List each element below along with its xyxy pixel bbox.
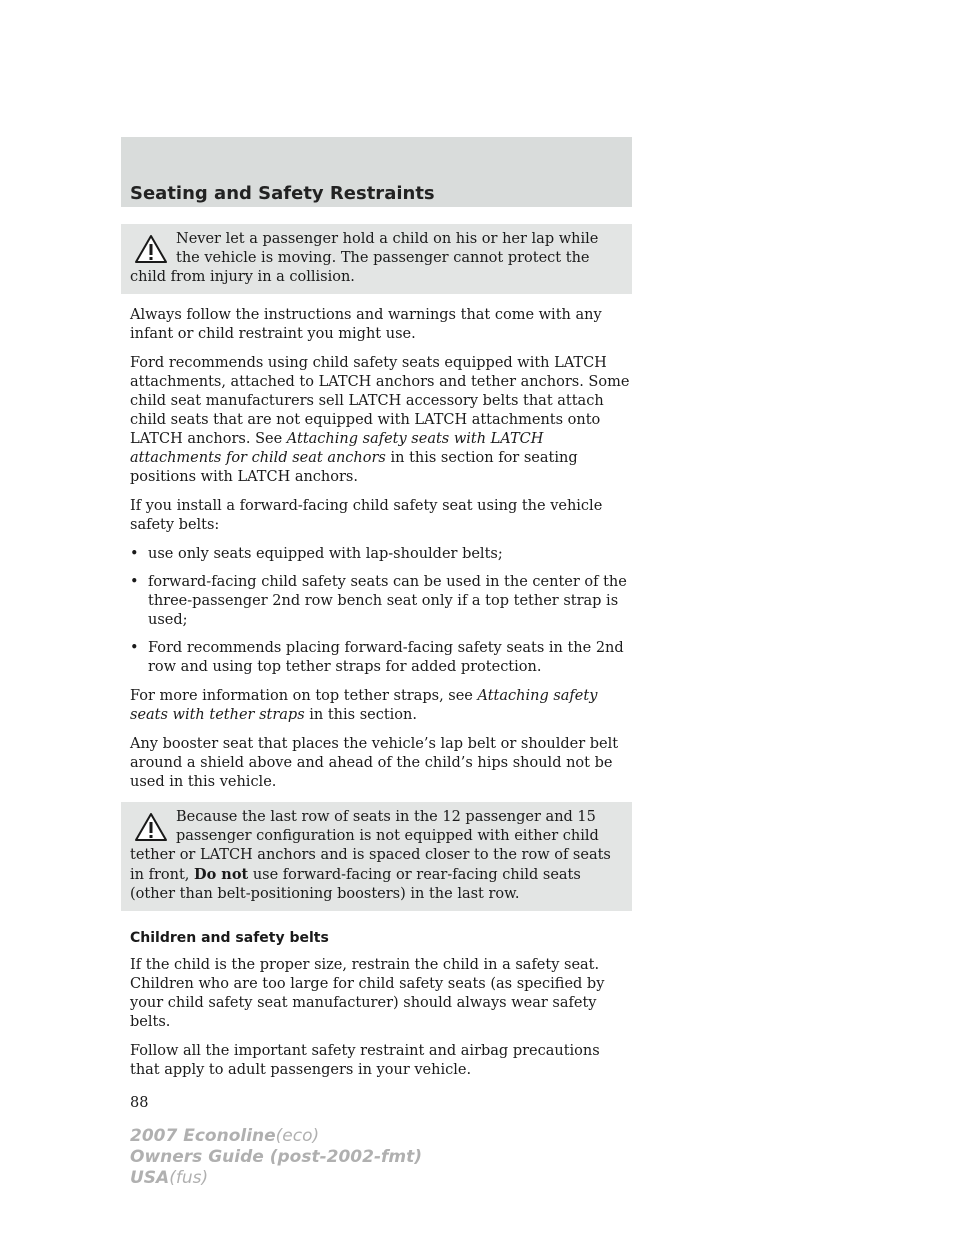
cross-reference: Attaching safety seats with tether straps bbox=[130, 688, 598, 723]
warning-triangle-icon bbox=[134, 234, 168, 264]
list-item: • Ford recommends placing forward-facing safety seats in the 2nd row and using top tether straps for added protection. bbox=[130, 640, 624, 675]
warning-triangle-icon bbox=[134, 812, 168, 842]
page-number: 88 bbox=[130, 1095, 149, 1111]
bullet-icon: • bbox=[130, 640, 139, 656]
list-item: • use only seats equipped with lap-shoulder belts; bbox=[130, 546, 503, 562]
emphasis: Do not bbox=[194, 866, 249, 883]
section-header-band bbox=[121, 137, 632, 207]
paragraph: For more information on top tether straps, see Attaching safety seats with tether straps in this section. bbox=[130, 688, 598, 723]
warning-box bbox=[121, 802, 632, 911]
page-content bbox=[130, 224, 632, 1113]
bullet-icon: • bbox=[130, 546, 139, 562]
section-title: Seating and Safety Restraints bbox=[130, 183, 435, 204]
paragraph: Follow all the important safety restraint and airbag precautions that apply to adult passengers in your vehicle. bbox=[130, 1043, 600, 1078]
footer-line: 2007 Econoline(eco) bbox=[130, 1126, 320, 1146]
list-item: • forward-facing child safety seats can be used in the center of the three-passenger 2nd row bench seat only if a top tether strap is used; bbox=[130, 574, 627, 628]
subsection-heading: Children and safety belts bbox=[130, 930, 329, 946]
cross-reference: Attaching safety seats with LATCH attachments for child seat anchors bbox=[130, 431, 544, 466]
paragraph: Ford recommends using child safety seats equipped with LATCH attachments, attached to LATCH anchors and tether anchors. Some child seat manufacturers sell LATCH accessory belts that attach child seats that are not equipped with LATCH attachments onto LATCH anchors. See Attaching safety seats with LATCH attachments for child seat anchors in this section for seating positions with LATCH anchors. bbox=[130, 355, 630, 485]
paragraph: If the child is the proper size, restrain the child in a safety seat. Children who are too large for child safety seats (as specified by your child safety seat manufacturer) should always wear safety belts. bbox=[130, 957, 605, 1030]
paragraph: Any booster seat that places the vehicle’s lap belt or shoulder belt around a shield above and ahead of the child’s hips should not be used in this vehicle. bbox=[130, 736, 619, 790]
warning-text: Because the last row of seats in the 12 passenger and 15 passenger configuration is not equipped with either child tether or LATCH anchors and is spaced closer to the row of seats in front, Do not use forward-facing or rear-facing child seats (other than belt-positioning boosters) in the last row. bbox=[130, 809, 611, 902]
paragraph: Always follow the instructions and warnings that come with any infant or child restraint you might use. bbox=[130, 307, 602, 342]
paragraph: If you install a forward-facing child safety seat using the vehicle safety belts: bbox=[130, 498, 603, 533]
footer-line: USA(fus) bbox=[130, 1168, 209, 1188]
bullet-icon: • bbox=[130, 574, 139, 590]
warning-box bbox=[121, 224, 632, 294]
warning-text: Never let a passenger hold a child on his or her lap while the vehicle is moving. The passenger cannot protect the child from injury in a collision. bbox=[130, 231, 599, 285]
document-footer bbox=[130, 1126, 422, 1189]
footer-line: Owners Guide (post-2002-fmt) bbox=[130, 1147, 423, 1167]
bullet-list bbox=[130, 545, 632, 677]
